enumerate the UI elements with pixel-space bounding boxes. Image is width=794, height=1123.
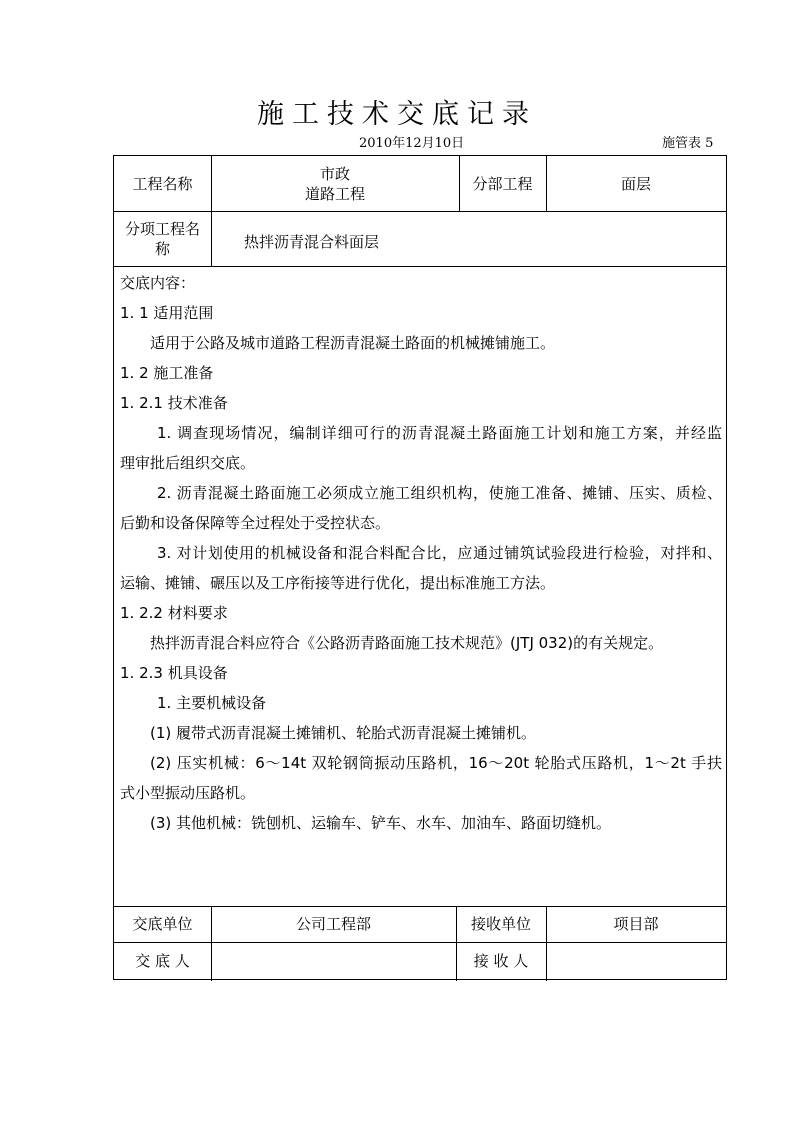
receiver-unit-value: 项目部 <box>613 915 659 933</box>
section-1-2-1: 1. 2.1 技术准备 <box>120 394 228 412</box>
content-line: 式小型振动压路机。 <box>120 784 256 802</box>
subitem-label <box>114 211 211 266</box>
record-date: 2010年12月10日 <box>359 136 465 151</box>
issuer-unit-value: 公司工程部 <box>295 915 371 933</box>
receiver-person-field[interactable] <box>546 942 726 979</box>
record-table <box>113 155 727 980</box>
content-line: (3) 其他机械：铣刨机、运输车、铲车、水车、加油车、路面切缝机。 <box>150 814 612 832</box>
content-line: (1) 履带式沥青混凝土摊铺机、轮胎式沥青混凝土摊铺机。 <box>150 724 537 742</box>
content-line: 2. 沥青混凝土路面施工必须成立施工组织机构，使施工准备、摊铺、压实、质检、 <box>157 484 722 502</box>
project-name-label: 工程名称 <box>132 174 193 193</box>
content-line: 后勤和设备保障等全过程处于受控状态。 <box>120 514 391 532</box>
division-label: 分部工程 <box>472 174 533 193</box>
content-line: 运输、摊铺、碾压以及工序衔接等进行优化，提出标准施工方法。 <box>120 574 556 592</box>
content-line: 1. 调查现场情况，编制详细可行的沥青混凝土路面施工计划和施工方案，并经监 <box>157 424 722 442</box>
division-value: 面层 <box>620 174 651 193</box>
content-line: 适用于公路及城市道路工程沥青混凝土路面的机械摊铺施工。 <box>150 334 556 352</box>
section-1-2: 1. 2 施工准备 <box>120 364 214 382</box>
subitem-label-line1: 分项工程名 <box>124 219 200 238</box>
issuer-person-field[interactable] <box>211 942 456 979</box>
content-line: 热拌沥青混合料应符合《公路沥青路面施工技术规范》(JTJ 032)的有关规定。 <box>150 634 664 652</box>
disclosure-content <box>120 268 722 838</box>
project-name-line1: 市政 <box>319 164 350 183</box>
section-1-1: 1. 1 适用范围 <box>120 304 214 322</box>
content-line: 1. 主要机械设备 <box>157 694 267 712</box>
content-line: 理审批后组织交底。 <box>120 454 256 472</box>
subitem-value: 热拌沥青混合料面层 <box>244 232 380 251</box>
content-line: 3. 对计划使用的机械设备和混合料配合比，应通过铺筑试验段进行检验，对拌和、 <box>157 544 722 562</box>
receiver-unit-label: 接收单位 <box>470 915 531 933</box>
project-name-value <box>211 156 459 211</box>
issuer-person-label: 交 底 人 <box>135 951 190 970</box>
project-name-line2: 道路工程 <box>304 184 365 203</box>
content-heading: 交底内容： <box>120 274 196 292</box>
content-line: (2) 压实机械：6～14t 双轮钢筒振动压路机，16～20t 轮胎式压路机，1～2t 手扶 <box>150 754 722 772</box>
section-1-2-3: 1. 2.3 机具设备 <box>120 664 228 682</box>
form-number: 施管表 5 <box>662 136 714 151</box>
section-1-2-2: 1. 2.2 材料要求 <box>120 604 228 622</box>
page-title: 施工技术交底记录 <box>257 99 537 130</box>
subitem-label-line2: 称 <box>154 239 170 258</box>
receiver-person-label: 接 收 人 <box>473 951 529 970</box>
issuer-unit-label: 交底单位 <box>132 915 193 933</box>
